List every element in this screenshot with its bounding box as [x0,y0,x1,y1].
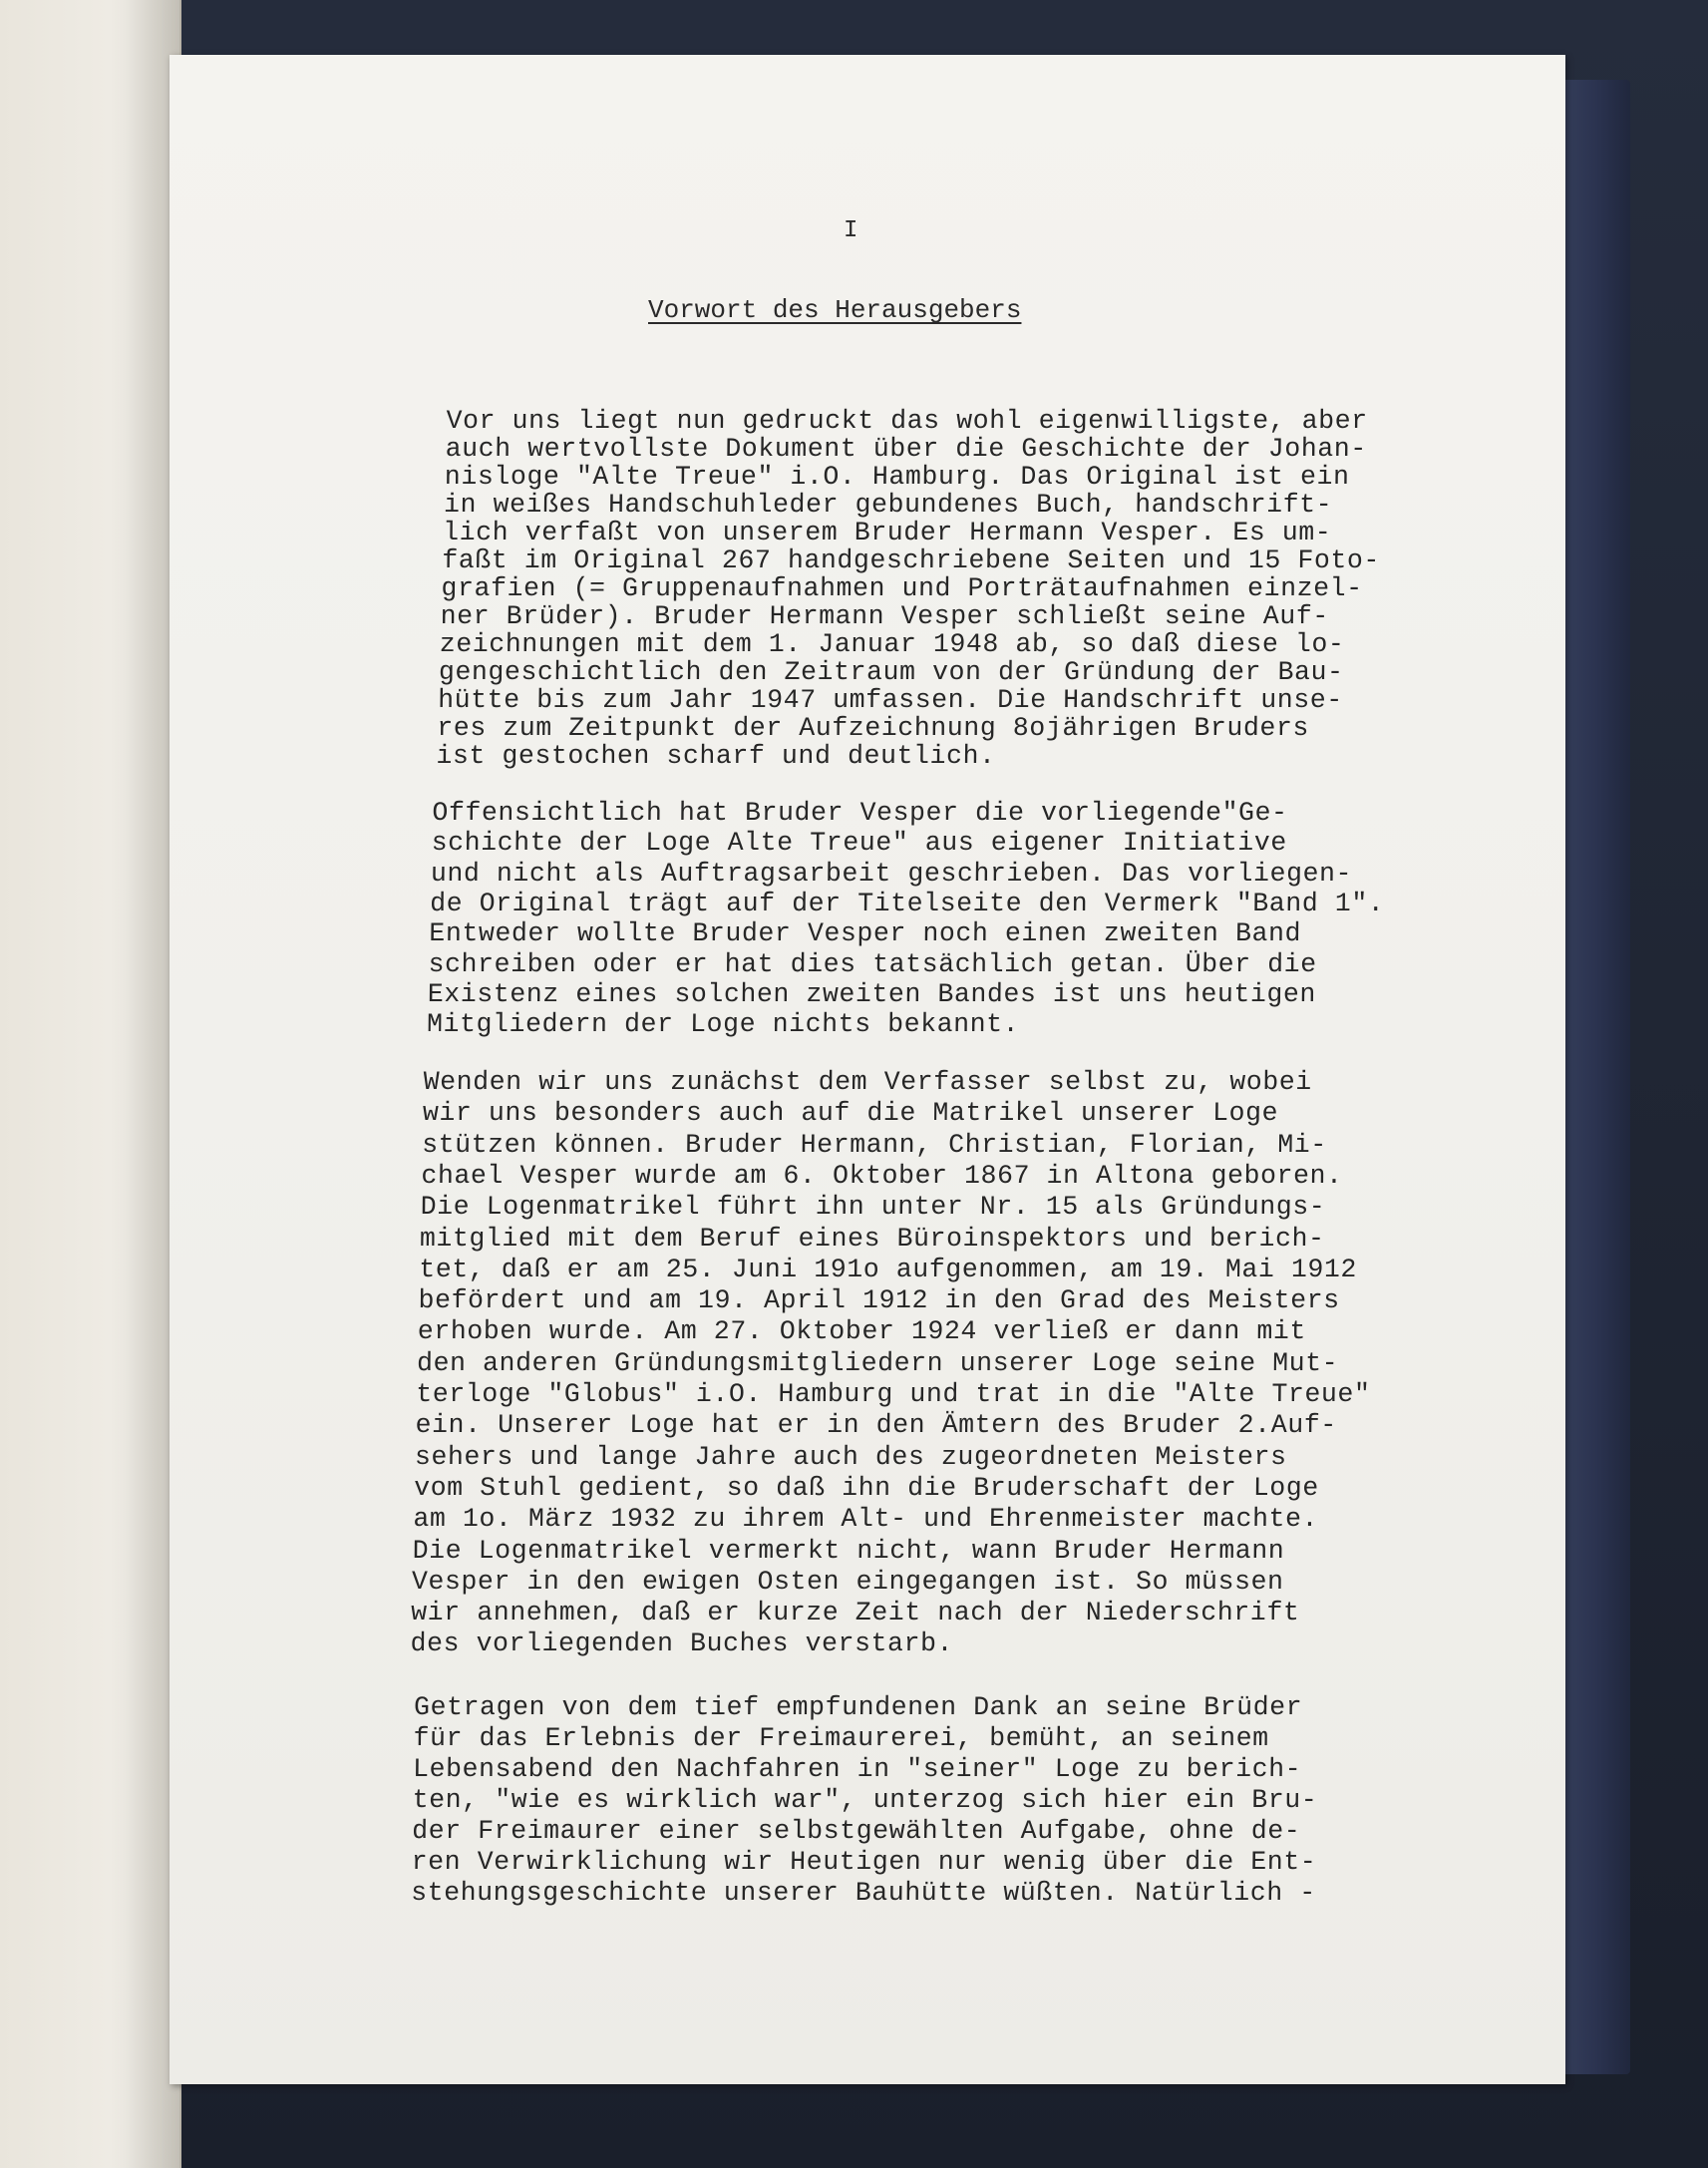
text-line: der Freimaurer einer selbstgewählten Aufgabe, ohne de- [412,1816,1301,1846]
text-line: tet, daß er am 25. Juni 191o aufgenommen, am 19. Mai 1912 [419,1254,1358,1284]
text-line: erhoben wurde. Am 27. Oktober 1924 verließ er dann mit [417,1316,1307,1347]
text-line: gengeschichtlich den Zeitraum von der Gründung der Bau- [438,657,1344,687]
text-line: den anderen Gründungsmitgliedern unserer Loge seine Mut- [416,1347,1339,1378]
text-line: chael Vesper wurde am 6. Oktober 1867 in Altona geboren. [421,1160,1343,1191]
text-line: Getragen von dem tief empfundenen Dank an seine Brüder [413,1692,1303,1722]
text-line: grafien (= Gruppenaufnahmen und Porträtaufnahmen einzel- [441,573,1363,603]
text-line: Vor uns liegt nun gedruckt das wohl eigenwilligste, aber [446,406,1368,436]
text-line: Existenz eines solchen zweiten Bandes ist uns heutigen [427,978,1317,1009]
text-line: Entweder wollte Bruder Vesper noch einen zweiten Band [429,918,1302,949]
text-line: vom Stuhl gedient, so daß ihn die Bruderschaft der Loge [414,1472,1319,1503]
text-line: wir uns besonders auch auf die Matrikel unserer Loge [422,1098,1279,1129]
page-heading: Vorwort des Herausgebers [648,295,1022,325]
text-line: Lebensabend den Nachfahren in "seiner" Loge zu berich- [412,1754,1302,1784]
text-line: schreiben oder er hat dies tatsächlich getan. Über die [428,948,1317,979]
text-line: stehungsgeschichte unserer Bauhütte wüßten. Natürlich - [411,1878,1317,1908]
text-line: am 1o. März 1932 zu ihrem Alt- und Ehrenmeister machte. [413,1504,1319,1535]
text-line: auch wertvollste Dokument über die Geschichte der Johan- [445,434,1368,464]
text-line: für das Erlebnis der Freimaurerei, bemüht, an seinem [413,1723,1269,1753]
text-line: faßt im Original 267 handgeschriebene Seiten und 15 Foto- [442,545,1381,575]
text-line: Offensichtlich hat Bruder Vesper die vorliegende"Ge- [432,798,1288,828]
text-line: Mitgliedern der Loge nichts bekannt. [426,1009,1020,1040]
text-line: terloge "Globus" i.O. Hamburg und trat in die "Alte Treue" [416,1379,1371,1409]
text-line: zeichnungen mit dem 1. Januar 1948 ab, so daß diese lo- [439,629,1345,659]
text-line: hütte bis zum Jahr 1947 umfassen. Die Handschrift unse- [437,685,1343,715]
text-line: Vesper in den ewigen Osten eingegangen ist. So müssen [411,1566,1284,1597]
text-line: Die Logenmatrikel vermerkt nicht, wann Bruder Hermann [412,1535,1285,1566]
text-line: schichte der Loge Alte Treue" aus eigener Initiative [431,828,1287,859]
text-line: befördert und am 19. April 1912 in den Grad des Meisters [418,1285,1340,1316]
text-line: Die Logenmatrikel führt ihn unter Nr. 15 als Gründungs- [420,1192,1326,1223]
text-line: stützen können. Bruder Hermann, Christian, Florian, Mi- [422,1129,1327,1160]
text-line: ist gestochen scharf und deutlich. [436,741,996,771]
text-line: res zum Zeitpunkt der Aufzeichnung 8ojährigen Bruders [437,713,1310,743]
text-line: ten, "wie es wirklich war", unterzog sich hier ein Bru- [412,1785,1318,1815]
text-line: wir annehmen, daß er kurze Zeit nach der Niederschrift [411,1598,1300,1628]
text-line: des vorliegenden Buches verstarb. [410,1628,954,1659]
text-line: mitglied mit dem Beruf eines Büroinspektors und berich- [419,1223,1325,1254]
text-line: nisloge "Alte Treue" i.O. Hamburg. Das Original ist ein [444,462,1350,492]
text-line: sehers und lange Jahre auch des zugeordneten Meisters [414,1441,1287,1472]
text-line: ren Verwirklichung wir Heutigen nur wenig über die Ent- [411,1847,1317,1877]
page-number: I [844,217,858,244]
text-line: Wenden wir uns zunächst dem Verfasser selbst zu, wobei [423,1067,1312,1097]
text-line: in weißes Handschuhleder gebundenes Buch, handschrift- [443,490,1333,520]
text-line: lich verfaßt von unserem Bruder Hermann Vesper. Es um- [443,518,1332,547]
text-line: und nicht als Auftragsarbeit geschrieben. Das vorliegen- [430,858,1353,889]
text-line: ein. Unserer Loge hat er in den Ämtern des Bruder 2.Auf- [415,1410,1337,1441]
text-line: de Original trägt auf der Titelseite den Vermerk "Band 1". [429,888,1385,918]
text-line: ner Brüder). Bruder Hermann Vesper schließt seine Auf- [440,601,1329,631]
